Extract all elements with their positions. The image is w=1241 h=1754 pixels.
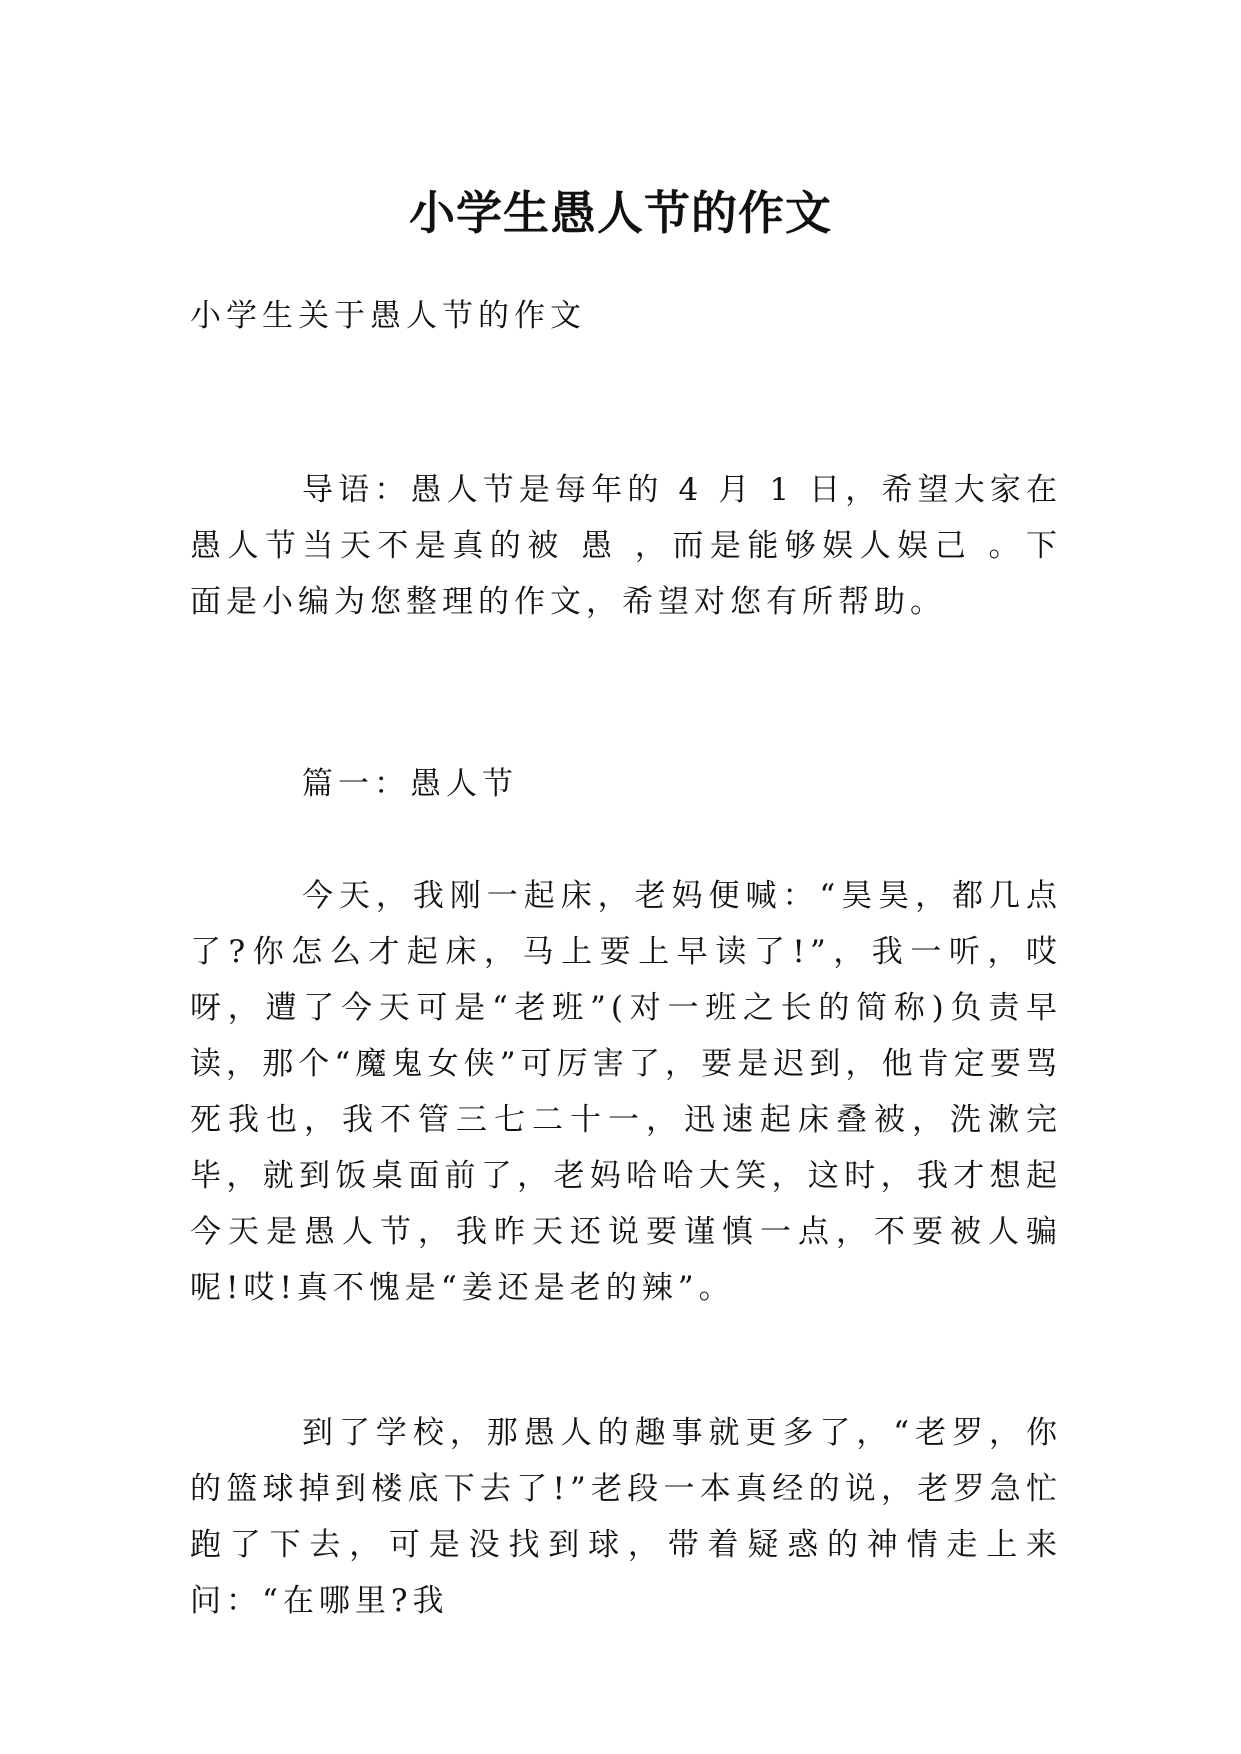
document-subtitle: 小学生关于愚人节的作文 bbox=[190, 298, 586, 334]
page-title: 小学生愚人节的作文 bbox=[409, 185, 832, 240]
body-paragraph: 今天，我刚一起床，老妈便喊：“昊昊，都几点了?你怎么才起床，马上要上早读了!”，我一听，哎呀，遭了今天可是“老班”(对一班之长的简称)负责早读，那个“魔鬼女侠”可厉害了，要是迟到，他肯定要骂死我也，我不管三七二十一，迅速起床叠被，洗漱完毕，就到饭桌面前了，老妈哈哈大笑，这时，我才想起今天是愚人节，我昨天还说要谨慎一点，不要被人骗呢!哎!真不愧是“姜还是老的辣”。 bbox=[190, 878, 1062, 1306]
body-paragraph: 到了学校，那愚人的趣事就更多了，“老罗，你的篮球掉到楼底下去了!”老段一本真经的说，老罗急忙跑了下去，可是没找到球，带着疑惑的神情走上来问：“在哪里?我 bbox=[190, 1415, 1062, 1619]
section-heading: 篇一：愚人节 bbox=[302, 766, 518, 802]
intro-paragraph: 导语：愚人节是每年的 4 月 1 日，希望大家在愚人节当天不是真的被 愚 ，而是能够娱人娱己 。下面是小编为您整理的作文，希望对您有所帮助。 bbox=[190, 472, 1062, 620]
